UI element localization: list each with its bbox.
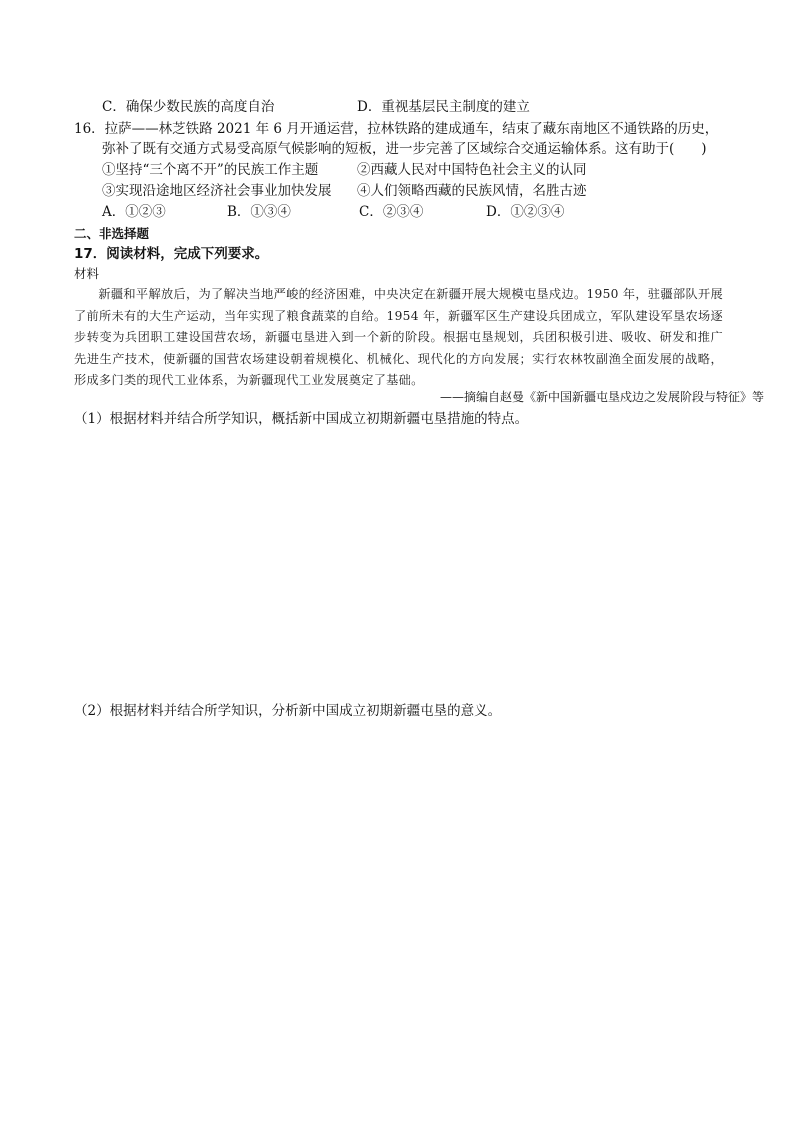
q16-item-2: ②西藏人民对中国特色社会主义的认同 [357,162,587,178]
material-passage [74,284,723,392]
q16-option-c: C．②③④ [359,204,424,220]
section-heading: 二、非选择题 [74,226,150,241]
q16-option-b: B．①③④ [227,204,291,220]
q16-stem-line2: 弥补了既有交通方式易受高原气候影响的短板，进一步完善了区域综合交通运输体系。这有助于( ) [102,141,707,157]
q16-option-d: D．①②③④ [486,204,565,220]
q16-item-1: ①坚持“三个离不开”的民族工作主题 [102,162,319,178]
q16-stem-line1: 16．拉萨——林芝铁路 2021 年 6 月开通运营，拉林铁路的建成通车，结束了藏东南地区不通铁路的历史， [74,121,719,137]
material-source: ——摘编自赵曼《新中国新疆屯垦戍边之发展阶段与特征》等 [440,390,765,404]
q17-heading: 17．阅读材料，完成下列要求。 [74,246,269,262]
material-label: 材料 [74,266,100,281]
q16-item-3: ③实现沿途地区经济社会事业加快发展 [102,183,332,199]
q17-sub1: （1）根据材料并结合所学知识，概括新中国成立初期新疆屯垦措施的特点。 [74,411,529,427]
q17-sub2: （2）根据材料并结合所学知识，分析新中国成立初期新疆屯垦的意义。 [74,703,502,719]
q15-option-d: D．重视基层民主制度的建立 [357,99,530,115]
q16-item-4: ④人们领略西藏的民族风情，名胜古迹 [357,183,587,199]
material-text: 新疆和平解放后，为了解决当地严峻的经济困难，中央决定在新疆开展大规模屯垦戍边。1950 年，驻疆部队开展了前所未有的大生产运动，当年实现了粮食蔬菜的自给。1954 年，新疆军区生产建设兵团成立，军队建设军垦农场逐步转变为兵团职工建设国营农场，新疆屯垦进入到一个新的阶段。根据屯垦规划，兵团积极引进、吸收、研发和推广先进生产技术，使新疆的国营农场建设朝着规模化、机械化、现代化的方向发展；实行农林牧副渔全面发展的战略，形成多门类的现代工业体系，为新疆现代工业发展奠定了基础。 [74,287,723,387]
q15-option-c: C．确保少数民族的高度自治 [102,99,275,115]
q16-option-a: A．①②③ [102,204,166,220]
